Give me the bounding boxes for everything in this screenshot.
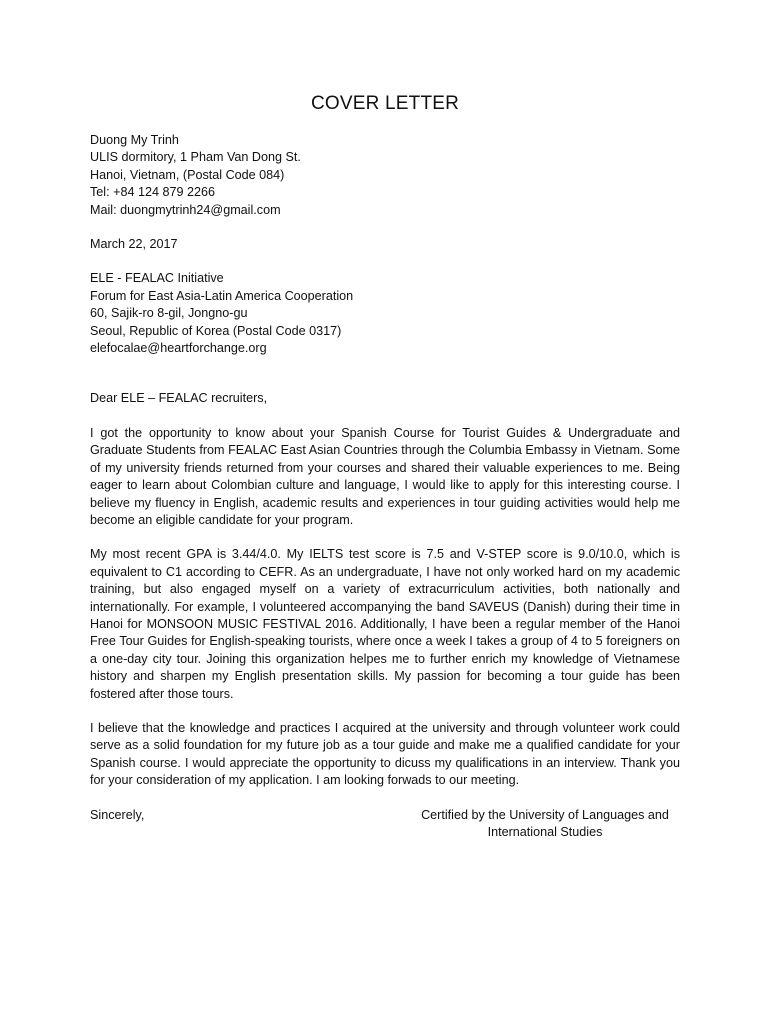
certification-note <box>405 807 685 842</box>
recipient-forum: Forum for East Asia-Latin America Cooperation <box>90 288 354 303</box>
recipient-street: 60, Sajik-ro 8-gil, Jongno-gu <box>90 306 248 321</box>
recipient-block <box>90 270 680 357</box>
closing-block <box>90 807 680 847</box>
sender-name: Duong My Trinh <box>90 133 179 147</box>
certification-line-2: International Studies <box>487 825 603 839</box>
sender-address-line-2: Hanoi, Vietnam, (Postal Code 084) <box>90 167 285 182</box>
sender-address-line-1: ULIS dormitory, 1 Pham Van Dong St. <box>90 150 301 165</box>
certification-line-1: Certified by the University of Languages and <box>421 807 669 822</box>
sender-email: Mail: duongmytrinh24@gmail.com <box>90 202 281 217</box>
recipient-email: elefocalae@heartforchange.org <box>90 341 267 356</box>
recipient-organization: ELE - FEALAC Initiative <box>90 271 224 286</box>
body-paragraph-2: My most recent GPA is 3.44/4.0. My IELTS test score is 7.5 and V-STEP score is 9.0/10.0, which is equivalent to C1 according to CEFR. As an undergraduate, I have not only worked hard on my academic training, but also engaged myself on a variety of extracurriculum activities, both nationally and internationally. For example, I volunteered accompanying the band SAVEUS (Danish) during their time in Hanoi for MONSOON MUSIC FESTIVAL 2016. Additionally, I have been a regular member of the Hanoi Free Tour Guides for English-speaking tourists, where once a week I takes a group of 4 to 5 foreigners on a one-day city tour. Joining this organization helpes me to further enrich my knowledge of Vietnamese history and sharpen my English presentation skills. My passion for becoming a tour guide has been fostered after those tours. <box>90 547 680 701</box>
body-paragraph-3: I believe that the knowledge and practices I acquired at the university and through volunteer work could serve as a solid foundation for my future job as a tour guide and make me a qualified candidate for your Spanish course. I would appreciate the opportunity to dicuss my qualifications in an interview. Thank you for your consideration of my application. I am looking forwads to our meeting. <box>90 720 680 788</box>
closing-sincerely: Sincerely, <box>90 807 145 822</box>
document-title: COVER LETTER <box>310 93 460 114</box>
sender-block <box>90 132 680 219</box>
salutation: Dear ELE – FEALAC recruiters, <box>90 391 268 406</box>
letter-date: March 22, 2017 <box>90 237 178 252</box>
body-paragraph-1: I got the opportunity to know about your Spanish Course for Tourist Guides & Undergraduate and Graduate Students from FEALAC East Asian Countries through the Columbia Embassy in Vietnam. Some of my university friends returned from your courses and shared their valuable experiences to me. Being eager to learn about Colombian culture and language, I would like to apply for this interesting course. I believe my fluency in English, academic results and experiences in tour guiding activities would help me become an eligible candidate for your program. <box>90 425 680 527</box>
letter-page <box>90 92 680 847</box>
recipient-city: Seoul, Republic of Korea (Postal Code 0317) <box>90 323 342 338</box>
sender-phone: Tel: +84 124 879 2266 <box>90 185 215 200</box>
